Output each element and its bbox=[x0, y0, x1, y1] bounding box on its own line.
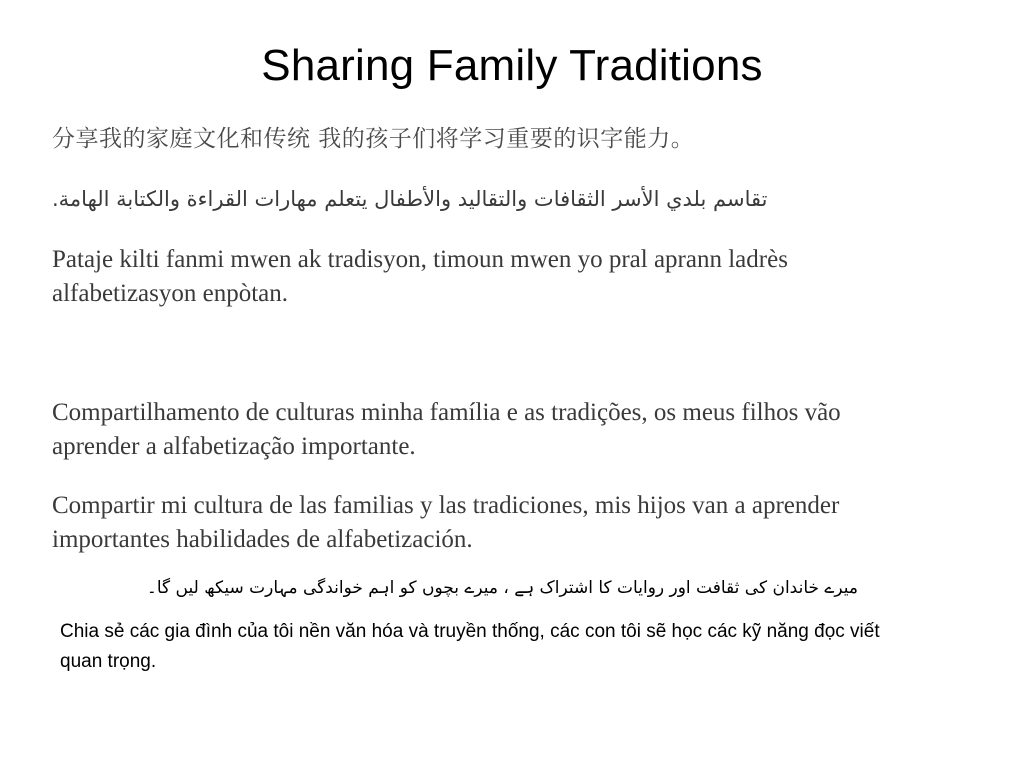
slide-title: Sharing Family Traditions bbox=[261, 41, 763, 90]
spanish-translation: Compartir mi cultura de las familias y las tradiciones, mis hijos van a aprender importantes habilidades de alfabetización. bbox=[52, 492, 840, 553]
haitian-creole-translation: Pataje kilti fanmi mwen ak tradisyon, timoun mwen yo pral aprann ladrès alfabetizasyon enpòtan. bbox=[52, 246, 788, 307]
vietnamese-translation: Chia sẻ các gia đình của tôi nền văn hóa và truyền thống, các con tôi sẽ học các kỹ năng đọc viết quan trọng. bbox=[60, 621, 880, 672]
portuguese-translation: Compartilhamento de culturas minha família e as tradições, os meus filhos vão aprender a alfabetização importante. bbox=[52, 399, 841, 460]
arabic-translation: تقاسم بلدي الأسر الثقافات والتقاليد والأطفال يتعلم مهارات القراءة والكتابة الهامة. bbox=[52, 187, 768, 211]
urdu-translation: میرے خاندان کی ثقافت اور روایات کا اشتراک ہے ، میرے بچوں کو اہم خواندگی مہارت سیکھ لیں گا۔ bbox=[146, 578, 858, 598]
chinese-translation: 分享我的家庭文化和传统 我的孩子们将学习重要的识字能力。 bbox=[52, 126, 695, 152]
